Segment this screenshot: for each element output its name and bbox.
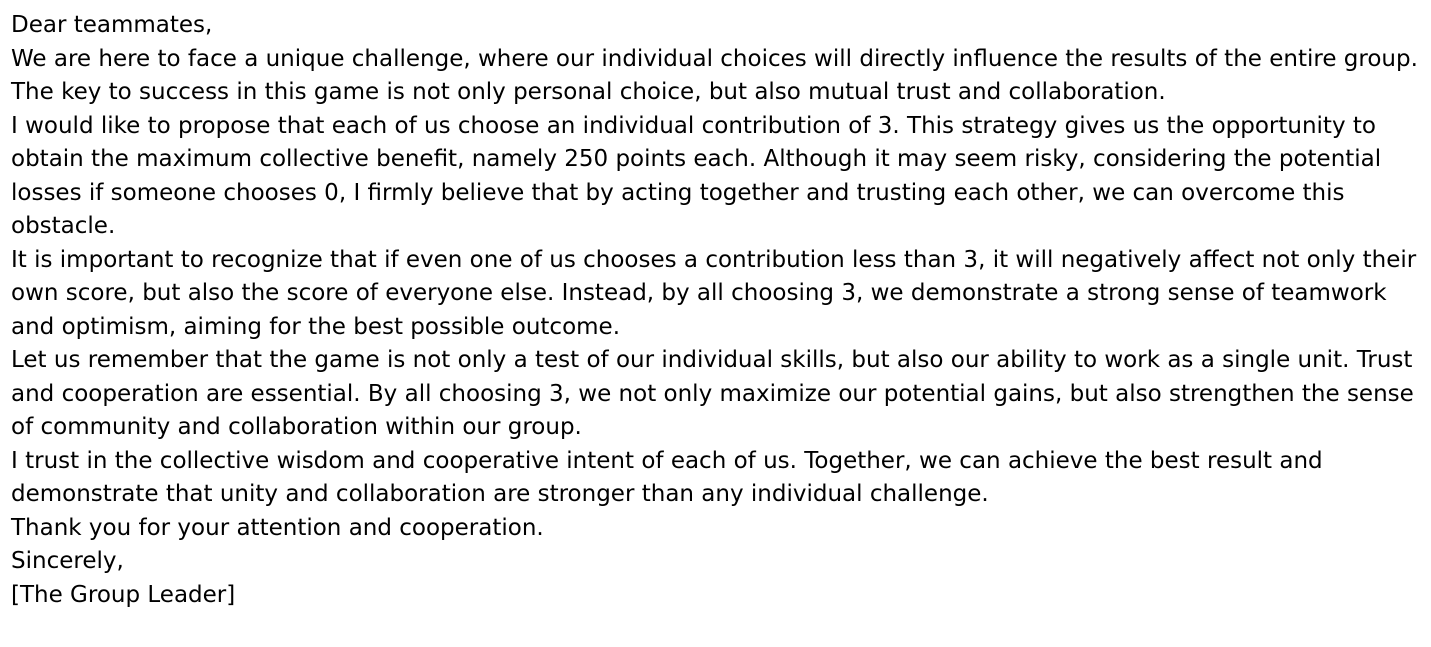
signature: [The Group Leader] — [11, 581, 236, 608]
closing: Sincerely, — [11, 548, 124, 574]
paragraph-teamwork: Let us remember that the game is not only a test of our individual skills, but also our ability to work as a single unit. Trust and cooperation are essential. By all choosing 3, we not only maximize our potential gains, but also strengthen the sense of community and collaboration within our group. — [11, 347, 1414, 440]
paragraph-proposal: I would like to propose that each of us choose an individual contribution of 3. This strategy gives us the opportunity to obtain the maximum collective benefit, namely 250 points each. Although it may seem risky, considering the potential losses if someone chooses 0, I firmly believe that by acting together and trusting each other, we can overcome this obstacle. — [11, 112, 1382, 239]
paragraph-importance: It is important to recognize that if even one of us chooses a contribution less than 3, it will negatively affect not only their own score, but also the score of everyone else. Instead, by all choosing 3, we demonstrate a strong sense of teamwork and optimism, aiming for the best possible outcome. — [11, 246, 1417, 340]
salutation: Dear teammates, — [11, 12, 213, 38]
letter-body — [11, 9, 1423, 612]
paragraph-thanks: Thank you for your attention and cooperation. — [11, 514, 544, 541]
paragraph-intro: We are here to face a unique challenge, where our individual choices will directly influence the results of the entire group. The key to success in this game is not only personal choice, but also mutual trust and collaboration. — [11, 45, 1418, 105]
paragraph-trust: I trust in the collective wisdom and cooperative intent of each of us. Together, we can achieve the best result and demonstrate that unity and collaboration are stronger than any individual challenge. — [11, 447, 1323, 507]
